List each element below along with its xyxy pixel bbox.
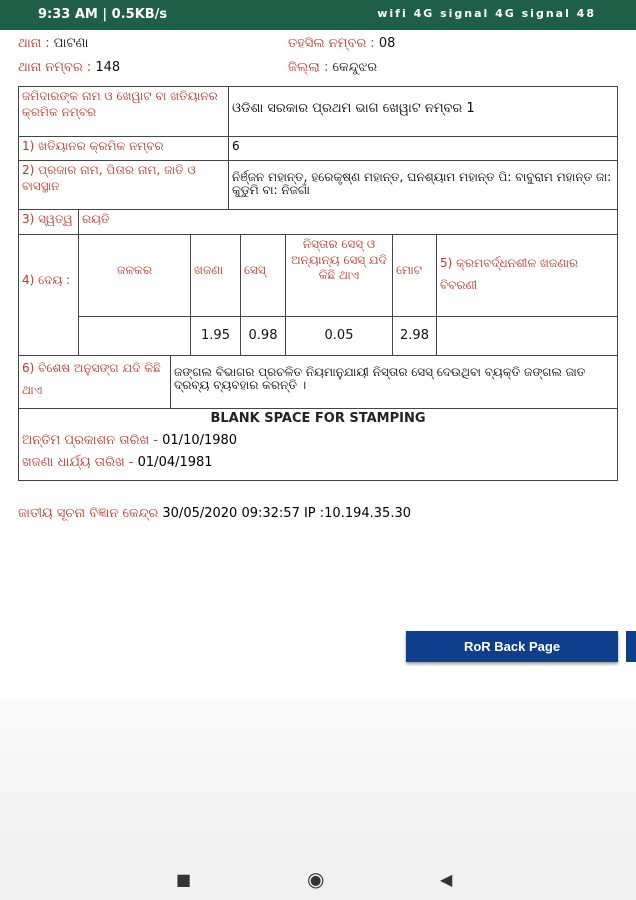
status-icons: wifi 4G signal 4G signal 48 — [377, 7, 596, 20]
final-publication-date: ଅନ୍ତିମ ପ୍ରକାଶନ ତାରିଖ - 01/10/1980 — [22, 432, 238, 448]
next-button-partial[interactable] — [626, 631, 636, 662]
back-icon[interactable]: ◀ — [440, 870, 453, 889]
dues-value-cess: 0.98 — [240, 316, 286, 356]
dues-value-water — [78, 316, 191, 356]
dues-header-rent: ଖଜଣା — [190, 234, 241, 317]
tenant-value: ନିର୍ଞ୍ଜନ ମହାନ୍ତ, ହରେକୃଷ୍ଣ ମହାନ୍ତ, ଘନଶ୍ୟାମ ମହାନ୍ତ ପି: ବାବୁରାମ ମହାନ୍ତ ଜା: କୁଡୁମି ବା: ନିଜଗାଁ — [228, 160, 618, 210]
right-label: 3) ସ୍ୱତ୍ୱ — [18, 209, 79, 235]
dues-value-rent: 1.95 — [190, 316, 241, 356]
status-bar — [0, 0, 636, 30]
status-time: 9:33 AM | 0.5KB/s — [38, 7, 168, 22]
remarks-label: 6) ବିଶେଷ ଅନୁସଙ୍ଗ ଯଦି କିଛି ଥାଏ — [18, 355, 171, 409]
district-field: ଜିଲ୍ଲା : କେନ୍ଦୁଝର — [288, 60, 378, 75]
dues-label: 4) ଦେୟ : — [18, 234, 79, 356]
remarks-value: ଜଙ୍ଗଲ ବିଭାଗର ପ୍ରଚଳିତ ନିୟମାନୁଯାୟୀ ନିସ୍ତାର ସେସ୍ ଦେଉଥିବା ବ୍ୟକ୍ତି ଜଙ୍ଗଲ ଜାତ ଦ୍ରବ୍ୟ ବ୍ୟବହାର କରନ୍ତି । — [170, 355, 618, 409]
right-value: ରୟତି — [78, 209, 618, 235]
dues-value-other-cess: 0.05 — [285, 316, 393, 356]
khatiyan-value: 6 — [228, 136, 618, 161]
home-icon[interactable]: ◉ — [307, 867, 325, 891]
dues-header-progressive-rent: 5) କ୍ରମବର୍ଦ୍ଧନଶୀଳ ଖଜଣାର ବିବରଣୀ — [436, 234, 618, 317]
dues-header-water: ଜଳକର — [78, 234, 191, 317]
dues-header-total: ମୋଟ — [392, 234, 437, 317]
ror-back-page-button[interactable]: RoR Back Page — [406, 631, 618, 662]
stamp-title: BLANK SPACE FOR STAMPING — [210, 411, 426, 426]
dues-value-progressive — [436, 316, 618, 356]
tahasil-field: ତହସିଲ ନମ୍ବର : 08 — [288, 36, 396, 51]
stamp-area — [18, 408, 618, 481]
khatiyan-label: 1) ଖତିୟାନର କ୍ରମିକ ନମ୍ବର — [18, 136, 229, 161]
recent-apps-icon[interactable]: ■ — [176, 870, 192, 889]
thana-field: ଥାନା : ପାଟଣା — [18, 36, 89, 51]
rent-fixed-date: ଖଜଣା ଧାର୍ଯ୍ୟ ତାରିଖ - 01/04/1981 — [22, 454, 213, 470]
thana-number-field: ଥାନା ନମ୍ବର : 148 — [18, 60, 121, 75]
owner-value: ଓଡିଶା ସରକାର ପ୍ରଥମ ଭାଗ ଖେୱାଟ ନମ୍ବର 1 — [228, 86, 618, 137]
dues-header-other-cess: ନିସ୍ତାର ସେସ୍ ଓ ଅନ୍ୟାନ୍ୟ ସେସ୍ ଯଦି କିଛି ଥାଏ — [285, 234, 393, 317]
tenant-label: 2) ପ୍ରଜାର ନାମ, ପିତାର ନାମ, ଜାତି ଓ ବାସସ୍ଥାନ — [18, 160, 229, 210]
footer-info: ଜାତୀୟ ସୂଚନା ବିଜ୍ଞାନ କେନ୍ଦ୍ର 30/05/2020 09:32:57 IP :10.194.35.30 — [18, 506, 411, 521]
dues-value-total: 2.98 — [392, 316, 437, 356]
owner-label: ଜମିଦାରଙ୍କ ନାମ ଓ ଖେୱାଟ ବା ଖତିୟାନର କ୍ରମିକ ନମ୍ବର — [18, 86, 229, 137]
dues-header-cess: ସେସ୍ — [240, 234, 286, 317]
